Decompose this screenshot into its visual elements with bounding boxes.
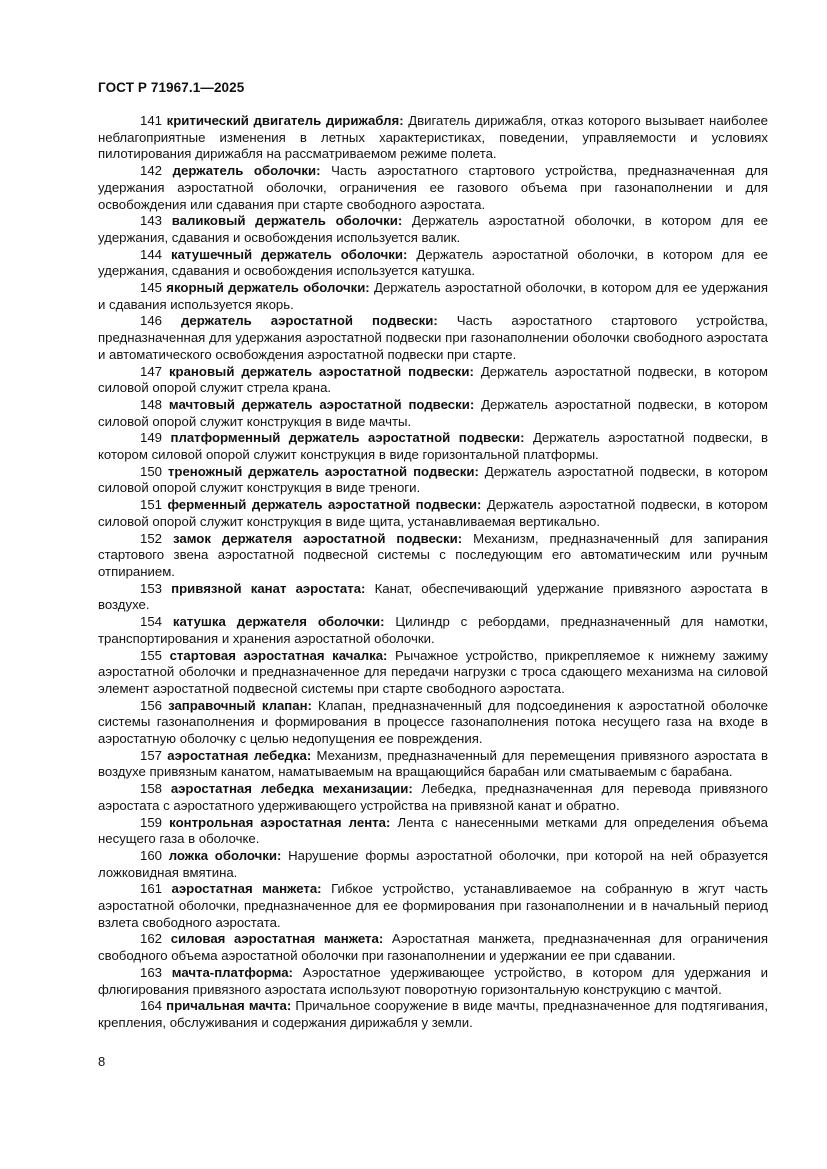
term-number: 142 — [140, 163, 163, 179]
term-definition: Нарушение формы аэростатной оболочки, при которой на ней образуется ложковидная вмятина. — [98, 847, 768, 880]
term-definition: Цилиндр с ребордами, предназначенный для намотки, транспортирования и хранения аэростатной оболочки. — [98, 614, 768, 646]
term-entry — [98, 648, 768, 698]
term-list — [98, 113, 768, 1032]
term-definition: Механизм, предназначенный для перемещения привязного аэростата в воздухе привязным канатом, наматываемым на вращающийся барабан или сматываемым с барабана. — [98, 747, 768, 780]
term-entry — [98, 781, 768, 814]
term-entry — [98, 430, 768, 463]
term-title: силовая аэростатная манжета: — [170, 931, 384, 947]
term-number: 146 — [140, 313, 163, 329]
term-number: 162 — [140, 931, 163, 947]
term-number: 157 — [140, 747, 163, 763]
term-entry — [98, 748, 768, 781]
term-entry — [98, 163, 768, 213]
term-number: 159 — [140, 814, 163, 830]
term-definition: Держатель аэростатной оболочки, в котором для ее удержания, сдавания и освобождения используется валик. — [98, 213, 769, 245]
term-definition: Клапан, предназначенный для подсоединения к аэростатной оболочке системы газонаполнения и формирования в процессе газонаполнения потока несущего газа на входе в аэростатную оболочку с целью недопущения ее повреждения. — [98, 697, 769, 747]
term-number: 161 — [140, 881, 163, 897]
term-definition: Гибкое устройство, устанавливаемое на собранную в жгут часть аэростатной оболочки, предназначенное для ее формирования при газонаполнении и в начальный период взлета свободного аэростата. — [98, 881, 768, 930]
term-entry — [98, 113, 768, 163]
term-title: аэростатная лебедка: — [167, 747, 312, 763]
term-title: аэростатная манжета: — [171, 881, 322, 897]
term-title: ферменный держатель аэростатной подвески: — [167, 497, 482, 513]
term-title: критический двигатель дирижабля: — [166, 113, 404, 128]
term-number: 141 — [140, 113, 163, 128]
term-definition: Двигатель дирижабля, отказ которого вызывает наиболее неблагоприятные изменения в летных характеристиках, поведении, управляемости и условиях пилотирования дирижабля на рассматриваемом режиме полета. — [98, 113, 768, 162]
term-definition: Держатель аэростатной подвески, в котором силовой опорой служит стрела крана. — [98, 363, 768, 396]
term-number: 144 — [140, 246, 163, 262]
term-entry — [98, 581, 768, 614]
term-definition: Держатель аэростатной подвески, в котором силовой опорой служит конструкция в виде мачты. — [98, 396, 768, 429]
term-definition: Держатель аэростатной подвески, в котором силовой опорой служит конструкция в виде щита, устанавливаемая вертикально. — [98, 497, 768, 529]
term-entry — [98, 848, 768, 881]
term-definition: Канат, обеспечивающий удержание привязного аэростата в воздухе. — [98, 580, 768, 613]
term-title: держатель аэростатной подвески: — [181, 313, 438, 329]
term-definition: Держатель аэростатной подвески, в котором силовой опорой служит конструкция в виде горизонтальной платформы. — [98, 430, 768, 463]
term-entry — [98, 213, 768, 246]
term-definition: Механизм, предназначенный для запирания стартового звена аэростатной подвесной системы с последующим его автоматическим или ручным отпиранием. — [98, 530, 768, 579]
document-code: ГОСТ Р 71967.1—2025 — [98, 80, 245, 95]
term-title: привязной канат аэростата: — [171, 580, 366, 596]
term-definition: Лента с нанесенными метками для определения объема несущего газа в оболочке. — [98, 814, 768, 847]
term-title: замок держателя аэростатной подвески: — [172, 530, 463, 546]
term-definition: Держатель аэростатной оболочки, в котором для ее удержания и сдавания используется якорь. — [98, 280, 768, 312]
term-title: заправочный клапан: — [168, 697, 312, 713]
term-entry — [98, 998, 768, 1031]
term-number: 160 — [140, 847, 163, 863]
term-number: 148 — [140, 396, 163, 412]
term-title: крановый держатель аэростатной подвески: — [168, 363, 474, 379]
term-title: валиковый держатель оболочки: — [171, 213, 403, 229]
term-definition: Аэростатное удерживающее устройство, в котором для удержания и флюгирования привязного аэростата используют поворотную горизонтальную конструкцию с мачтой. — [98, 964, 768, 997]
term-number: 143 — [140, 213, 163, 229]
term-definition: Держатель аэростатной оболочки, в котором для ее удержания, сдавания и освобождения используется катушка. — [98, 246, 768, 279]
term-number: 154 — [140, 614, 163, 630]
term-title: якорный держатель оболочки: — [166, 280, 370, 296]
term-title: стартовая аэростатная качалка: — [169, 647, 388, 663]
term-entry — [98, 497, 768, 530]
term-title: ложка оболочки: — [168, 847, 282, 863]
term-number: 149 — [140, 430, 163, 446]
term-number: 145 — [140, 280, 163, 296]
term-number: 150 — [140, 463, 163, 479]
term-title: катушка держателя оболочки: — [172, 614, 385, 630]
term-title: держатель оболочки: — [172, 163, 321, 179]
term-number: 152 — [140, 530, 163, 546]
term-title: платформенный держатель аэростатной подвески: — [170, 430, 525, 446]
term-entry — [98, 397, 768, 430]
term-definition: Часть аэростатного стартового устройства, предназначенная для удержания аэростатной подвески при газонаполнении оболочки свободного аэростата и автоматического освобождения аэростатной подвески при старте. — [98, 313, 768, 362]
term-definition: Держатель аэростатной подвески, в котором силовой опорой служит конструкция в виде треноги. — [98, 463, 768, 496]
term-title: аэростатная лебедка механизации: — [170, 781, 413, 797]
term-entry — [98, 698, 768, 748]
term-title: контрольная аэростатная лента: — [169, 814, 391, 830]
term-title: причальная мачта: — [166, 998, 292, 1014]
term-number: 156 — [140, 697, 163, 713]
term-number: 151 — [140, 497, 163, 513]
term-title: треножный держатель аэростатной подвески: — [167, 463, 479, 479]
term-definition: Причальное сооружение в виде мачты, предназначенное для подтягивания, крепления, обслуживания и содержания дирижабля у земли. — [98, 998, 768, 1030]
term-entry — [98, 280, 768, 313]
page-number: 8 — [98, 1054, 106, 1069]
term-entry — [98, 247, 768, 280]
term-definition: Часть аэростатного стартового устройства, предназначенная для удержания аэростатной оболочки, ограничения ее газового объема при газонаполнении и для освобождения или сдавания при старте свободного аэростата. — [98, 163, 768, 212]
term-number: 163 — [140, 964, 163, 980]
term-number: 155 — [140, 647, 163, 663]
term-entry — [98, 313, 768, 363]
term-entry — [98, 881, 768, 931]
term-number: 153 — [140, 580, 163, 596]
term-definition: Лебедка, предназначенная для перевода привязного аэростата с аэростатного удерживающего устройства на привязной канат и обратно. — [98, 781, 768, 813]
term-entry — [98, 965, 768, 998]
term-entry — [98, 531, 768, 581]
term-number: 164 — [140, 998, 163, 1014]
term-title: катушечный держатель оболочки: — [171, 246, 408, 262]
term-entry — [98, 364, 768, 397]
term-definition: Рычажное устройство, прикрепляемое к нижнему зажиму аэростатной оболочки и предназначенное для передачи нагрузки с троса сдающего механизма на силовой элемент аэростатной подвесной системы при старте свободного аэростата. — [98, 647, 768, 696]
term-number: 147 — [140, 363, 163, 379]
term-title: мачтовый держатель аэростатной подвески: — [168, 396, 475, 412]
term-entry — [98, 931, 768, 964]
term-definition: Аэростатная манжета, предназначенная для ограничения свободного объема аэростатной оболочки при газонаполнении и удержании ее при сдавании. — [98, 931, 768, 964]
term-entry — [98, 464, 768, 497]
term-entry — [98, 614, 768, 647]
term-entry — [98, 815, 768, 848]
term-title: мачта-платформа: — [171, 964, 293, 980]
term-number: 158 — [140, 781, 163, 797]
